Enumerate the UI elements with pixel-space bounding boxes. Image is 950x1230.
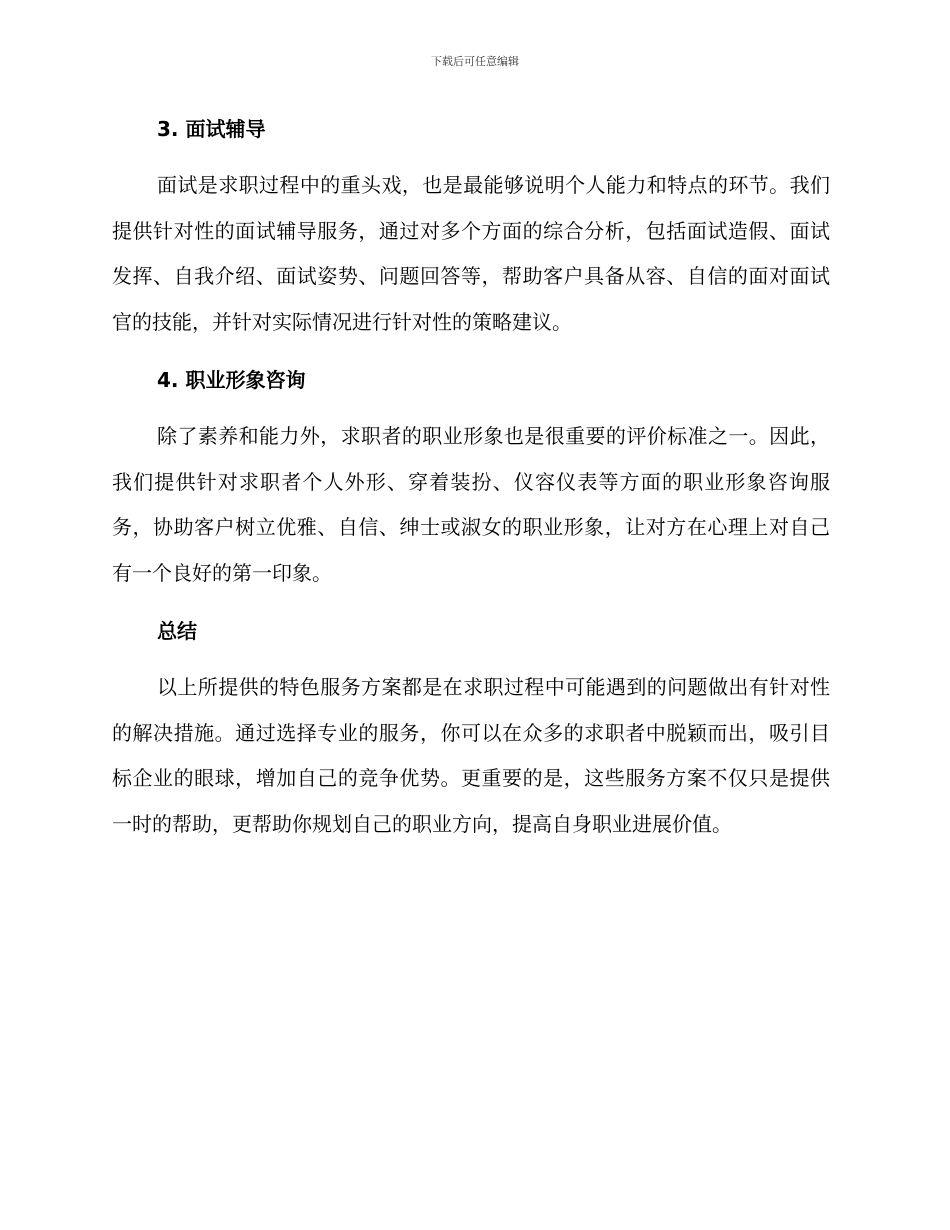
section-heading: 4. 职业形象咨询 [157,368,306,392]
section-paragraph: 面试是求职过程中的重头戏，也是最能够说明个人能力和特点的环节。我们提供针对性的面试辅导服务，通过对多个方面的综合分析，包括面试造假、面试发挥、自我介绍、面试姿势、问题回答等，帮助客户具备从容、自信的面对面试官的技能，并针对实际情况进行针对性的策略建议。 [112,173,830,334]
section-paragraph: 除了素养和能力外，求职者的职业形象也是很重要的评价标准之一。因此，我们提供针对求职者个人外形、穿着装扮、仪容仪表等方面的职业形象咨询服务，协助客户树立优雅、自信、绅士或淑女的职业形象，让对方在心理上对自己有一个良好的第一印象。 [112,424,830,585]
section-career-image [112,361,830,612]
section-interview-coaching [112,110,830,361]
section-summary [112,612,830,847]
document-body [112,110,830,847]
page-header-note: 下载后可任意编辑 [431,55,519,68]
section-heading: 3. 面试辅导 [157,117,266,141]
section-heading: 总结 [157,619,197,643]
section-paragraph: 以上所提供的特色服务方案都是在求职过程中可能遇到的问题做出有针对性的解决措施。通过选择专业的服务，你可以在众多的求职者中脱颖而出，吸引目标企业的眼球，增加自己的竞争优势。更重要的是，这些服务方案不仅只是提供一时的帮助，更帮助你规划自己的职业方向，提高自身职业进展价值。 [112,675,830,836]
